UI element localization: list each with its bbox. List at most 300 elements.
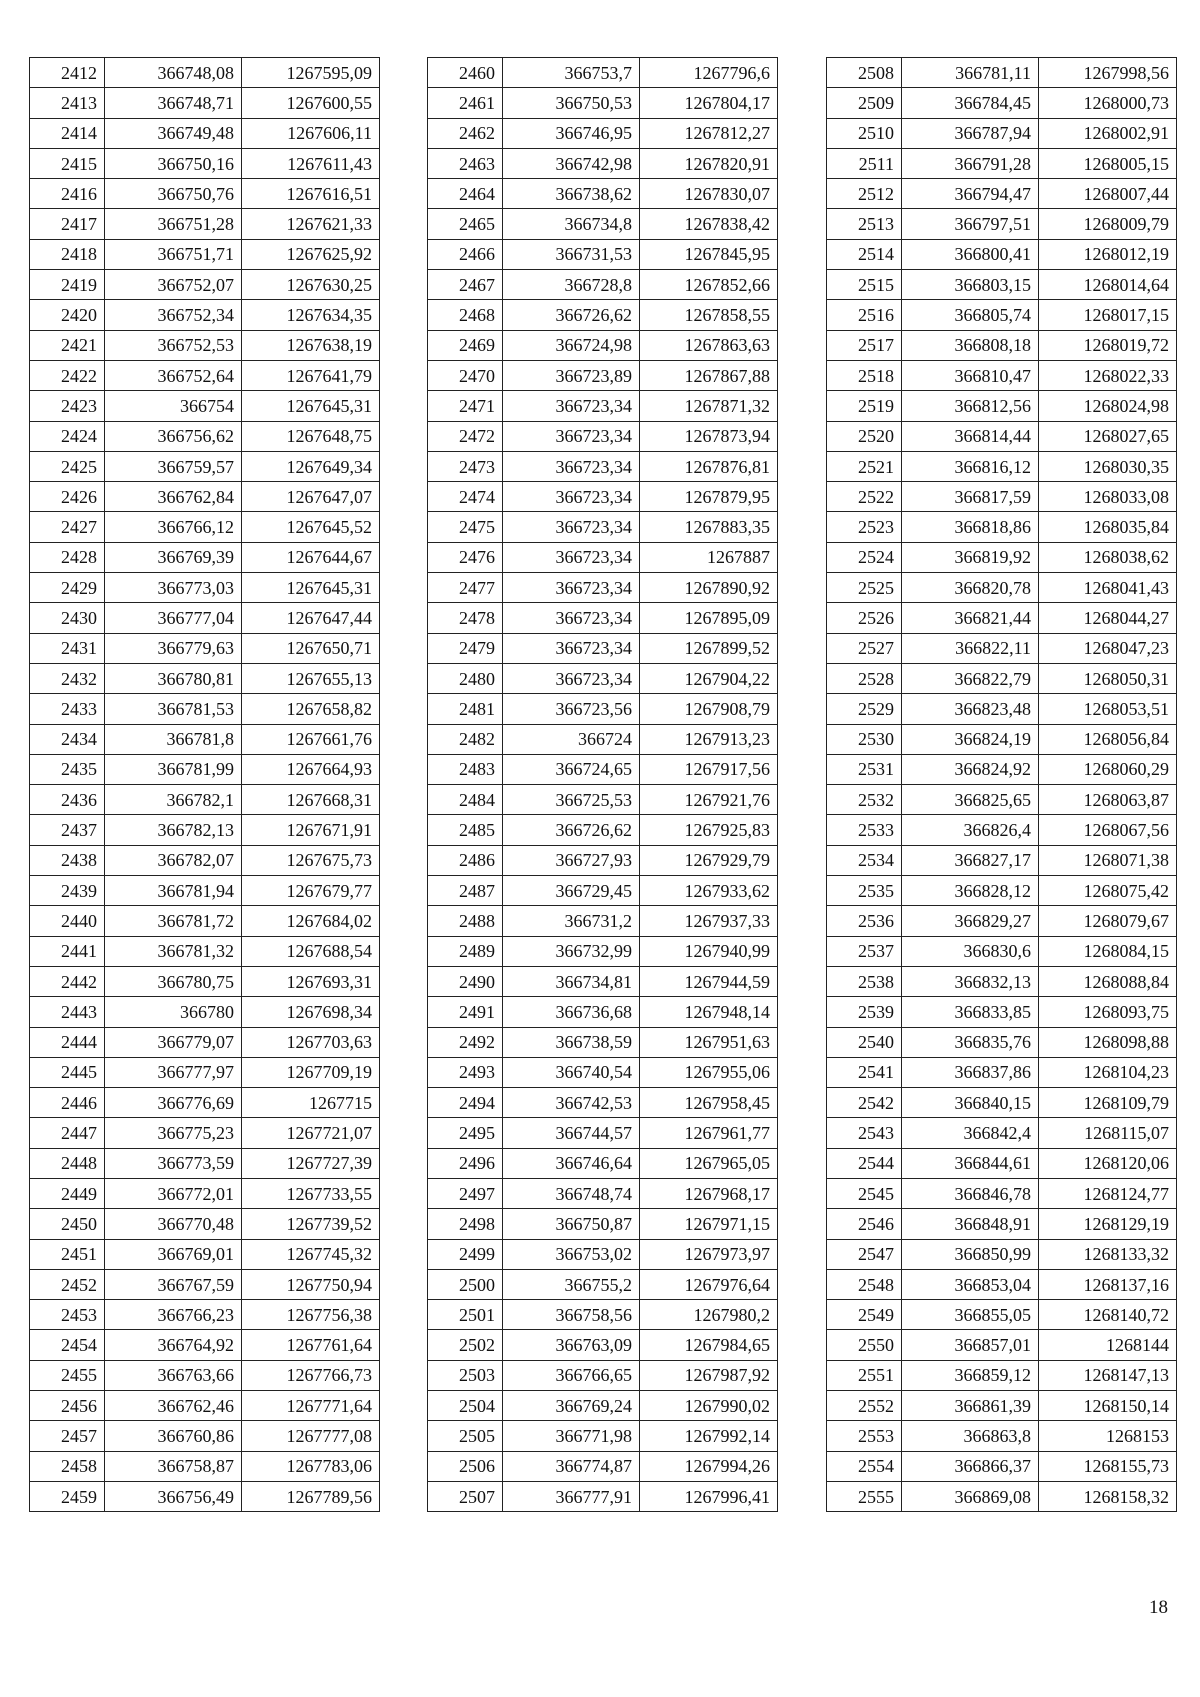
y-coordinate-cell: 1267641,79 [242,360,380,390]
point-id-cell: 2460 [428,58,503,88]
table-row [30,451,380,481]
y-coordinate-cell: 1267661,76 [242,724,380,754]
x-coordinate-cell: 366782,1 [105,785,242,815]
y-coordinate-cell: 1268150,14 [1039,1391,1177,1421]
table-row [30,1148,380,1178]
y-coordinate-cell: 1267616,51 [242,179,380,209]
y-coordinate-cell: 1268024,98 [1039,391,1177,421]
point-id-cell: 2552 [827,1391,902,1421]
y-coordinate-cell: 1267750,94 [242,1269,380,1299]
table-row [428,1027,778,1057]
table-row [428,542,778,572]
table-row [827,1118,1177,1148]
table-row [827,1027,1177,1057]
point-id-cell: 2458 [30,1451,105,1481]
x-coordinate-cell: 366763,66 [105,1360,242,1390]
table-row [428,1300,778,1330]
x-coordinate-cell: 366728,8 [503,270,640,300]
table-row [827,88,1177,118]
table-row [827,118,1177,148]
y-coordinate-cell: 1267890,92 [640,573,778,603]
y-coordinate-cell: 1268041,43 [1039,573,1177,603]
point-id-cell: 2443 [30,997,105,1027]
x-coordinate-cell: 366805,74 [902,300,1039,330]
x-coordinate-cell: 366800,41 [902,239,1039,269]
x-coordinate-cell: 366727,93 [503,845,640,875]
y-coordinate-cell: 1268098,88 [1039,1027,1177,1057]
point-id-cell: 2532 [827,785,902,815]
table-row [30,1027,380,1057]
point-id-cell: 2547 [827,1239,902,1269]
x-coordinate-cell: 366748,71 [105,88,242,118]
x-coordinate-cell: 366784,45 [902,88,1039,118]
y-coordinate-cell: 1267929,79 [640,845,778,875]
point-id-cell: 2551 [827,1360,902,1390]
x-coordinate-cell: 366848,91 [902,1209,1039,1239]
y-coordinate-cell: 1268050,31 [1039,663,1177,693]
x-coordinate-cell: 366726,62 [503,300,640,330]
table-row [428,118,778,148]
y-coordinate-cell: 1267980,2 [640,1300,778,1330]
y-coordinate-cell: 1267845,95 [640,239,778,269]
y-coordinate-cell: 1267595,09 [242,58,380,88]
y-coordinate-cell: 1267913,23 [640,724,778,754]
point-id-cell: 2438 [30,845,105,875]
table-row [30,573,380,603]
point-id-cell: 2498 [428,1209,503,1239]
y-coordinate-cell: 1268137,16 [1039,1269,1177,1299]
y-coordinate-cell: 1268002,91 [1039,118,1177,148]
x-coordinate-cell: 366850,99 [902,1239,1039,1269]
point-id-cell: 2546 [827,1209,902,1239]
table-row [30,603,380,633]
x-coordinate-cell: 366787,94 [902,118,1039,148]
table-row [30,58,380,88]
table-row [827,1391,1177,1421]
y-coordinate-cell: 1267804,17 [640,88,778,118]
x-coordinate-cell: 366760,86 [105,1421,242,1451]
y-coordinate-cell: 1267867,88 [640,360,778,390]
x-coordinate-cell: 366769,24 [503,1391,640,1421]
point-id-cell: 2469 [428,330,503,360]
y-coordinate-cell: 1267709,19 [242,1057,380,1087]
table-row [428,1451,778,1481]
point-id-cell: 2417 [30,209,105,239]
y-coordinate-cell: 1268017,15 [1039,300,1177,330]
x-coordinate-cell: 366832,13 [902,966,1039,996]
point-id-cell: 2416 [30,179,105,209]
table-row [428,663,778,693]
x-coordinate-cell: 366820,78 [902,573,1039,603]
x-coordinate-cell: 366810,47 [902,360,1039,390]
point-id-cell: 2446 [30,1088,105,1118]
table-row [30,1300,380,1330]
x-coordinate-cell: 366846,78 [902,1178,1039,1208]
y-coordinate-cell: 1268155,73 [1039,1451,1177,1481]
table-row [827,148,1177,178]
y-coordinate-cell: 1267789,56 [242,1481,380,1511]
table-row [827,966,1177,996]
x-coordinate-cell: 366781,53 [105,694,242,724]
point-id-cell: 2413 [30,88,105,118]
x-coordinate-cell: 366782,07 [105,845,242,875]
y-coordinate-cell: 1267830,07 [640,179,778,209]
point-id-cell: 2504 [428,1391,503,1421]
y-coordinate-cell: 1267908,79 [640,694,778,724]
y-coordinate-cell: 1268120,06 [1039,1148,1177,1178]
point-id-cell: 2519 [827,391,902,421]
x-coordinate-cell: 366731,53 [503,239,640,269]
point-id-cell: 2470 [428,360,503,390]
y-coordinate-cell: 1267777,08 [242,1421,380,1451]
table-row [428,451,778,481]
x-coordinate-cell: 366734,8 [503,209,640,239]
point-id-cell: 2442 [30,966,105,996]
point-id-cell: 2538 [827,966,902,996]
table-row [428,1178,778,1208]
table-row [428,1088,778,1118]
table-row [827,997,1177,1027]
point-id-cell: 2429 [30,573,105,603]
x-coordinate-cell: 366755,2 [503,1269,640,1299]
y-coordinate-cell: 1268035,84 [1039,512,1177,542]
y-coordinate-cell: 1267655,13 [242,663,380,693]
table-row [30,785,380,815]
point-id-cell: 2484 [428,785,503,815]
table-row [827,603,1177,633]
point-id-cell: 2550 [827,1330,902,1360]
point-id-cell: 2516 [827,300,902,330]
point-id-cell: 2520 [827,421,902,451]
y-coordinate-cell: 1268075,42 [1039,876,1177,906]
y-coordinate-cell: 1267698,34 [242,997,380,1027]
x-coordinate-cell: 366766,65 [503,1360,640,1390]
point-id-cell: 2419 [30,270,105,300]
point-id-cell: 2449 [30,1178,105,1208]
x-coordinate-cell: 366742,53 [503,1088,640,1118]
y-coordinate-cell: 1267973,97 [640,1239,778,1269]
table-row [30,209,380,239]
y-coordinate-cell: 1267984,65 [640,1330,778,1360]
point-id-cell: 2554 [827,1451,902,1481]
point-id-cell: 2441 [30,936,105,966]
y-coordinate-cell: 1267987,92 [640,1360,778,1390]
point-id-cell: 2541 [827,1057,902,1087]
x-coordinate-cell: 366781,11 [902,58,1039,88]
table-row [428,906,778,936]
x-coordinate-cell: 366723,34 [503,512,640,542]
point-id-cell: 2515 [827,270,902,300]
x-coordinate-cell: 366769,01 [105,1239,242,1269]
table-row [428,330,778,360]
x-coordinate-cell: 366791,28 [902,148,1039,178]
x-coordinate-cell: 366749,48 [105,118,242,148]
point-id-cell: 2496 [428,1148,503,1178]
coordinate-table-3 [826,57,1177,1512]
table-row [827,1300,1177,1330]
y-coordinate-cell: 1267961,77 [640,1118,778,1148]
table-row [827,451,1177,481]
table-row [30,633,380,663]
y-coordinate-cell: 1267745,32 [242,1239,380,1269]
table-row [30,1330,380,1360]
table-row [30,512,380,542]
table-row [428,1421,778,1451]
point-id-cell: 2444 [30,1027,105,1057]
y-coordinate-cell: 1267733,55 [242,1178,380,1208]
y-coordinate-cell: 1267638,19 [242,330,380,360]
y-coordinate-cell: 1267955,06 [640,1057,778,1087]
table-row [827,663,1177,693]
table-row [827,330,1177,360]
table-row [827,1209,1177,1239]
point-id-cell: 2490 [428,966,503,996]
point-id-cell: 2467 [428,270,503,300]
table-row [428,1239,778,1269]
x-coordinate-cell: 366723,34 [503,451,640,481]
table-row [827,573,1177,603]
x-coordinate-cell: 366822,11 [902,633,1039,663]
y-coordinate-cell: 1267727,39 [242,1148,380,1178]
y-coordinate-cell: 1268027,65 [1039,421,1177,451]
table-row [30,815,380,845]
x-coordinate-cell: 366780,75 [105,966,242,996]
point-id-cell: 2457 [30,1421,105,1451]
table-row [428,1118,778,1148]
point-id-cell: 2536 [827,906,902,936]
y-coordinate-cell: 1267873,94 [640,421,778,451]
x-coordinate-cell: 366779,63 [105,633,242,663]
x-coordinate-cell: 366781,94 [105,876,242,906]
y-coordinate-cell: 1267937,33 [640,906,778,936]
y-coordinate-cell: 1268019,72 [1039,330,1177,360]
point-id-cell: 2494 [428,1088,503,1118]
table-row [30,360,380,390]
x-coordinate-cell: 366766,23 [105,1300,242,1330]
y-coordinate-cell: 1268053,51 [1039,694,1177,724]
table-row [30,1269,380,1299]
x-coordinate-cell: 366752,34 [105,300,242,330]
table-row [827,360,1177,390]
table-row [30,1178,380,1208]
x-coordinate-cell: 366726,62 [503,815,640,845]
y-coordinate-cell: 1268014,64 [1039,270,1177,300]
table-row [428,88,778,118]
y-coordinate-cell: 1268056,84 [1039,724,1177,754]
table-row [827,270,1177,300]
table-row [30,694,380,724]
x-coordinate-cell: 366752,64 [105,360,242,390]
y-coordinate-cell: 1267611,43 [242,148,380,178]
point-id-cell: 2459 [30,1481,105,1511]
y-coordinate-cell: 1267796,6 [640,58,778,88]
table-row [428,58,778,88]
page-number: 18 [1149,1597,1168,1618]
y-coordinate-cell: 1267871,32 [640,391,778,421]
coordinate-table-1 [29,57,380,1512]
y-coordinate-cell: 1267899,52 [640,633,778,663]
table-row [428,1391,778,1421]
x-coordinate-cell: 366736,68 [503,997,640,1027]
y-coordinate-cell: 1267998,56 [1039,58,1177,88]
point-id-cell: 2493 [428,1057,503,1087]
y-coordinate-cell: 1267664,93 [242,754,380,784]
y-coordinate-cell: 1267944,59 [640,966,778,996]
y-coordinate-cell: 1267971,15 [640,1209,778,1239]
table-row [30,1088,380,1118]
point-id-cell: 2501 [428,1300,503,1330]
y-coordinate-cell: 1267721,07 [242,1118,380,1148]
table-row [428,573,778,603]
x-coordinate-cell: 366729,45 [503,876,640,906]
point-id-cell: 2521 [827,451,902,481]
y-coordinate-cell: 1267658,82 [242,694,380,724]
point-id-cell: 2431 [30,633,105,663]
x-coordinate-cell: 366772,01 [105,1178,242,1208]
point-id-cell: 2453 [30,1300,105,1330]
x-coordinate-cell: 366750,53 [503,88,640,118]
y-coordinate-cell: 1267925,83 [640,815,778,845]
y-coordinate-cell: 1268038,62 [1039,542,1177,572]
x-coordinate-cell: 366855,05 [902,1300,1039,1330]
point-id-cell: 2482 [428,724,503,754]
y-coordinate-cell: 1267951,63 [640,1027,778,1057]
table-row [428,1148,778,1178]
y-coordinate-cell: 1267739,52 [242,1209,380,1239]
point-id-cell: 2432 [30,663,105,693]
x-coordinate-cell: 366840,15 [902,1088,1039,1118]
table-row [827,1451,1177,1481]
x-coordinate-cell: 366723,34 [503,421,640,451]
y-coordinate-cell: 1268079,67 [1039,906,1177,936]
point-id-cell: 2492 [428,1027,503,1057]
x-coordinate-cell: 366740,54 [503,1057,640,1087]
table-row [30,421,380,451]
table-row [428,754,778,784]
x-coordinate-cell: 366754 [105,391,242,421]
point-id-cell: 2502 [428,1330,503,1360]
x-coordinate-cell: 366775,23 [105,1118,242,1148]
y-coordinate-cell: 1268005,15 [1039,148,1177,178]
y-coordinate-cell: 1267958,45 [640,1088,778,1118]
point-id-cell: 2509 [827,88,902,118]
x-coordinate-cell: 366816,12 [902,451,1039,481]
coordinate-table-2 [427,57,778,1512]
point-id-cell: 2549 [827,1300,902,1330]
point-id-cell: 2495 [428,1118,503,1148]
x-coordinate-cell: 366829,27 [902,906,1039,936]
y-coordinate-cell: 1268060,29 [1039,754,1177,784]
x-coordinate-cell: 366723,34 [503,573,640,603]
table-row [30,88,380,118]
x-coordinate-cell: 366781,8 [105,724,242,754]
x-coordinate-cell: 366723,34 [503,482,640,512]
y-coordinate-cell: 1267649,34 [242,451,380,481]
point-id-cell: 2433 [30,694,105,724]
table-row [428,360,778,390]
point-id-cell: 2454 [30,1330,105,1360]
y-coordinate-cell: 1267994,26 [640,1451,778,1481]
table-row [428,603,778,633]
y-coordinate-cell: 1267668,31 [242,785,380,815]
point-id-cell: 2479 [428,633,503,663]
point-id-cell: 2464 [428,179,503,209]
table-row [30,936,380,966]
point-id-cell: 2529 [827,694,902,724]
x-coordinate-cell: 366723,89 [503,360,640,390]
point-id-cell: 2497 [428,1178,503,1208]
table-row [428,209,778,239]
table-row [428,815,778,845]
point-id-cell: 2448 [30,1148,105,1178]
point-id-cell: 2539 [827,997,902,1027]
point-id-cell: 2513 [827,209,902,239]
table-row [30,1451,380,1481]
point-id-cell: 2426 [30,482,105,512]
y-coordinate-cell: 1268109,79 [1039,1088,1177,1118]
table-row [827,724,1177,754]
x-coordinate-cell: 366808,18 [902,330,1039,360]
y-coordinate-cell: 1268129,19 [1039,1209,1177,1239]
table-row [428,1209,778,1239]
table-row [827,1148,1177,1178]
point-id-cell: 2445 [30,1057,105,1087]
y-coordinate-cell: 1267887 [640,542,778,572]
point-id-cell: 2425 [30,451,105,481]
point-id-cell: 2517 [827,330,902,360]
point-id-cell: 2499 [428,1239,503,1269]
y-coordinate-cell: 1267992,14 [640,1421,778,1451]
table-row [428,270,778,300]
point-id-cell: 2465 [428,209,503,239]
y-coordinate-cell: 1268084,15 [1039,936,1177,966]
point-id-cell: 2555 [827,1481,902,1511]
y-coordinate-cell: 1267688,54 [242,936,380,966]
x-coordinate-cell: 366763,09 [503,1330,640,1360]
point-id-cell: 2548 [827,1269,902,1299]
x-coordinate-cell: 366797,51 [902,209,1039,239]
table-row [30,542,380,572]
point-id-cell: 2525 [827,573,902,603]
table-row [827,1239,1177,1269]
point-id-cell: 2477 [428,573,503,603]
table-row [428,845,778,875]
x-coordinate-cell: 366724 [503,724,640,754]
point-id-cell: 2422 [30,360,105,390]
y-coordinate-cell: 1267948,14 [640,997,778,1027]
x-coordinate-cell: 366746,64 [503,1148,640,1178]
table-row [827,785,1177,815]
point-id-cell: 2500 [428,1269,503,1299]
table-row [428,966,778,996]
point-id-cell: 2511 [827,148,902,178]
table-row [30,1118,380,1148]
x-coordinate-cell: 366767,59 [105,1269,242,1299]
x-coordinate-cell: 366742,98 [503,148,640,178]
x-coordinate-cell: 366814,44 [902,421,1039,451]
x-coordinate-cell: 366780 [105,997,242,1027]
y-coordinate-cell: 1268153 [1039,1421,1177,1451]
x-coordinate-cell: 366830,6 [902,936,1039,966]
y-coordinate-cell: 1268047,23 [1039,633,1177,663]
x-coordinate-cell: 366723,34 [503,663,640,693]
point-id-cell: 2486 [428,845,503,875]
point-id-cell: 2428 [30,542,105,572]
point-id-cell: 2466 [428,239,503,269]
x-coordinate-cell: 366869,08 [902,1481,1039,1511]
point-id-cell: 2473 [428,451,503,481]
table-row [30,330,380,360]
